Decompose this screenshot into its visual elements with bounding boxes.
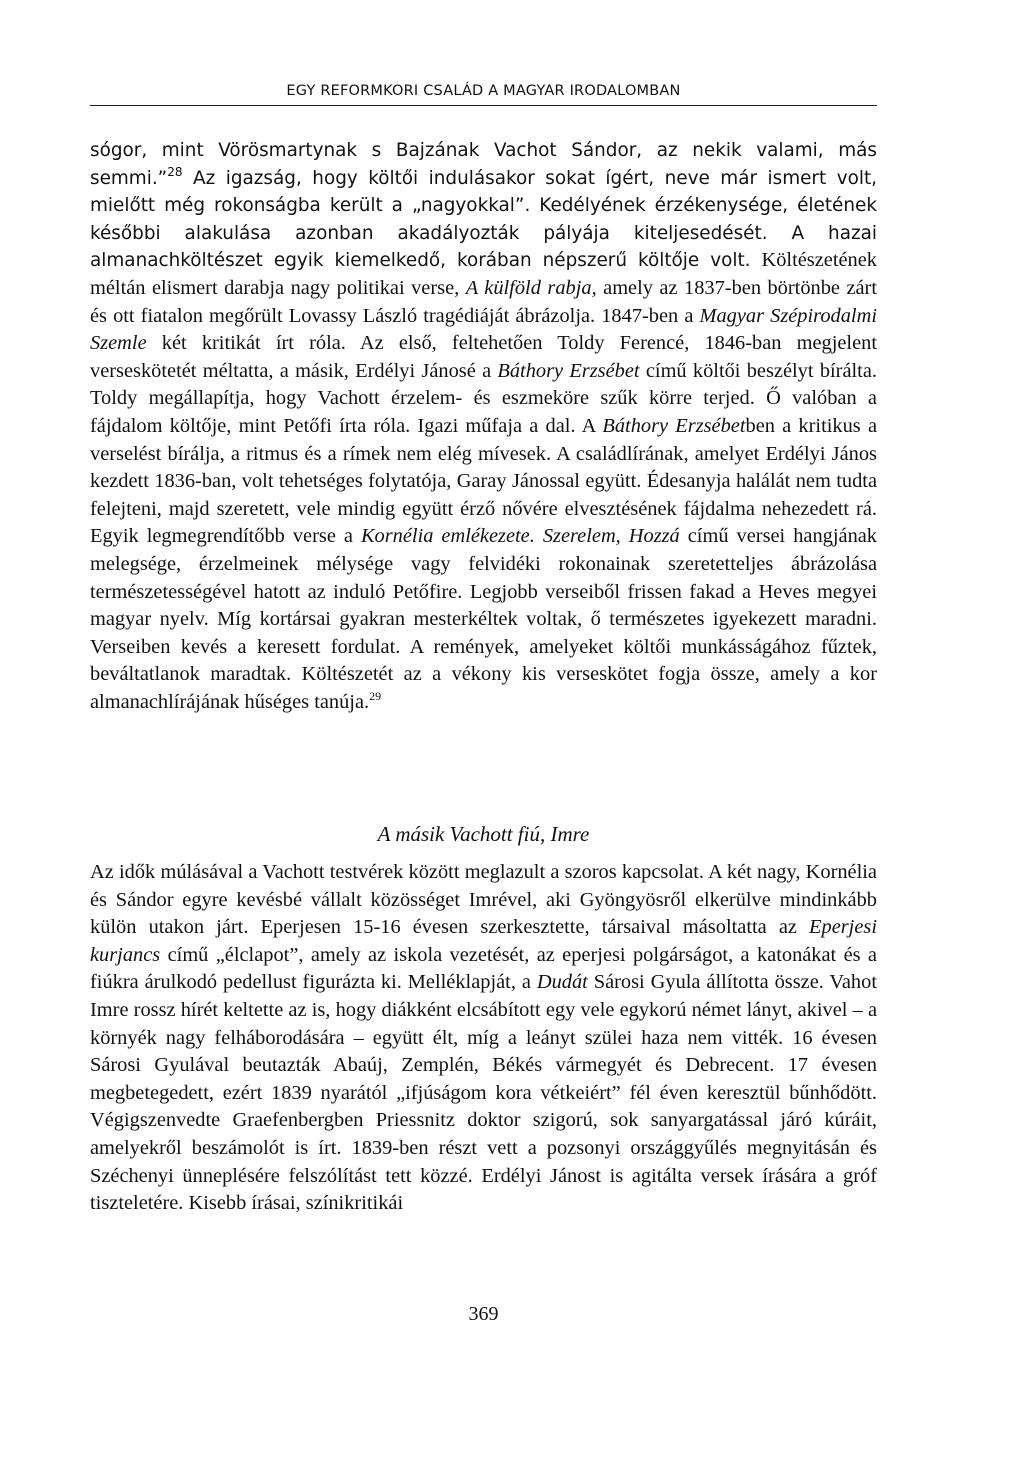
text-run: Az igazság, hogy költői indulásakor sokat ígért, neve már ismert volt, mielőtt még rokonságba került a „nagyokkal”. Kedélyének érzékenysége, életének későbbi alakulása azonban akadályozták pályája kiteljesedését. A hazai almanachköltészet egyik kiemelkedő, korában népszerű költője volt.	[90, 167, 877, 272]
paragraph-vachott-imre	[90, 859, 877, 1218]
text-run: sógor, mint Vörösmartynak s Bajzának Vachot Sándor, az nekik valami, más semmi.”	[90, 140, 877, 189]
section-heading: A másik Vachott fiú, Imre	[377, 822, 590, 846]
footnote-ref-29: 29	[369, 688, 382, 703]
paragraph-text	[90, 859, 877, 1218]
running-header: EGY REFORMKORI CSALÁD A MAGYAR IRODALOMBAN	[90, 76, 877, 106]
periodical-title: Eperjesi kurjancs	[90, 916, 877, 966]
journal-title: Magyar Szépirodalmi Szemle	[90, 304, 877, 355]
poem-title: Kornélia emlékezete. Szerelem, Hozzá	[360, 525, 680, 548]
text-run: amely az 1837-ben börtönbe zárt és ott fiatalon megőrült Lovassy László tragédiáját ábrázolja. 1847-ben a	[90, 276, 877, 327]
text-run: Az idők múlásával a Vachott testvérek között meglazult a szoros kapcsolat. A két nagy, Kornélia és Sándor egyre kevésbé vállalt közösséget Imrével, aki Gyöngyösről elkerülve mindinkább külön utakon járt. Eperjesen 15-16 évesen szerkesztette, társaival másoltatta az	[90, 861, 877, 939]
paragraph-text	[90, 137, 877, 716]
text-run: két kritikát írt róla. Az első, feltehetően Toldy Ferencé, 1846-ban megjelent verseskötetét méltatta, a másik, Erdélyi Jánosé a	[90, 332, 877, 382]
text-run: című „élclapot”, amely az iskola vezetését, az eperjesi polgárságot, a katonákat és a fiúkra árulkodó pedellust figurázta ki. Melléklapját, a	[90, 943, 877, 994]
poem-title: A külföld rabja,	[465, 276, 597, 299]
text-run: című költői beszélyt bírálta. Toldy megállapítja, hogy Vachott érzelem- és eszmeköre szűk körre terjed. Ő valóban a fájdalom költője, mint Petőfi írta róla. Igazi műfaja a dal. A	[90, 359, 877, 437]
work-title: Báthory Erzsébet	[497, 359, 640, 382]
text-run: című versei hangjának melegsége, érzelmeinek mélysége vagy felvidéki rokonainak szeretetteljes ábrázolása természetességével hatott az induló Petőfire. Legjobb verseiből frissen fakad a Heves megyei magyar nyelv. Míg kortársai gyakran mesterkéltek voltak, ő természetes igyekezett maradni. Verseiben kevés a keresett fordulat. A remények, amelyeket költői munkásságához fűztek, beváltatlanok maradtak. Költészetét az a vékony kis verseskötet fogja össze, amely a kor almanachlírájának hűséges tanúja.	[90, 525, 878, 713]
supplement-title: Dudát	[536, 971, 588, 994]
text-run: ben a kritikus a verselést bírálja, a ritmus és a rímek nem elég mívesek. A családlírának, amelyet Erdélyi János kezdett 1836-ban, volt tehetséges folytatója, Garay Jánossal együtt. Édesanyja halálát nem tudta felejteni, majd szeretett, vele mindig együtt érző nővére elvesztésének fájdalma nehezedett rá. Egyik legmegrendítőbb verse a	[90, 414, 877, 548]
text-run: Sárosi Gyula állította össze. Vahot Imre rossz hírét keltette az is, hogy diákként elcsábított egy vele egykorú német lányt, akivel – a környék nagy felháborodására – együtt élt, míg a leányt szülei haza nem vitték. 16 évesen Sárosi Gyulával beutazták Abaúj, Zemplén, Békés vármegyét és Debrecent. 17 évesen megbetegedett, ezért 1839 nyarától „ifjúságom kora vétkeiért” fél éven keresztül bűnhődött. Végigszenvedte Graefenbergben Priessnitz doktor szigorú, sok sanyargatással járó kúráit, amelyekről beszámolót is írt. 1839-ben részt vett a pozsonyi országgyűlés megnyitásán és Széchenyi ünneplésére felszólítást tett közzé. Erdélyi Jánost is agitálta versek írására a gróf tiszteletére. Kisebb írásai, színikritikái	[90, 971, 877, 1215]
text-run: Költészetének méltán elismert darabja nagy politikai verse,	[90, 249, 877, 299]
paragraph-vachot-sandor	[90, 137, 877, 716]
work-title: Báthory Erzsébet	[602, 414, 746, 437]
footnote-ref-28: 28	[167, 164, 183, 179]
page-number: 369	[468, 1303, 499, 1325]
